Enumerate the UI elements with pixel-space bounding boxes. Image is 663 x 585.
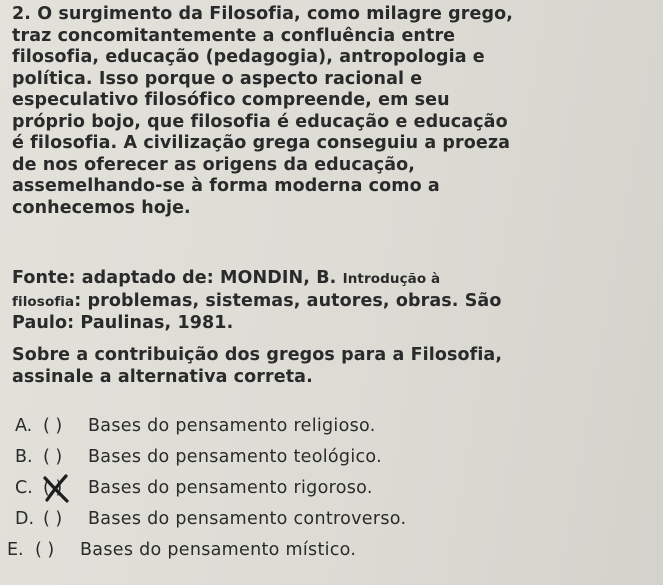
option-c[interactable] (15, 472, 406, 503)
source-citation (12, 268, 652, 335)
option-e[interactable] (7, 534, 406, 565)
question-text (12, 4, 652, 219)
answer-checkbox[interactable]: ( ) (43, 477, 63, 498)
question-line: é filosofia. A civilização grega conseguiu a proeza (12, 133, 511, 153)
option-text: Bases do pensamento controverso. (88, 508, 407, 529)
source-line-2 (12, 291, 652, 314)
source-book-title: Introdução à (342, 271, 441, 287)
answer-checkbox[interactable]: ( ) (43, 446, 63, 467)
option-letter: B. (15, 446, 33, 467)
option-text: Bases do pensamento religioso. (88, 415, 376, 436)
question-line: filosofia, educação (pedagogia), antropologia e (12, 47, 485, 67)
prompt-line: assinale a alternativa correta. (12, 366, 313, 387)
x-mark-icon (41, 473, 71, 503)
option-letter: D. (15, 508, 35, 529)
option-text: Bases do pensamento rigoroso. (88, 477, 373, 498)
question-prompt (12, 345, 652, 388)
answer-checkbox[interactable]: ( ) (43, 415, 63, 436)
option-b[interactable] (15, 441, 406, 472)
option-letter: E. (7, 539, 24, 560)
question-line: traz concomitantemente a confluência entre (12, 25, 456, 46)
option-text: Bases do pensamento místico. (80, 539, 357, 560)
question-line: conhecemos hoje. (12, 197, 191, 218)
question-line: 2. O surgimento da Filosofia, como milagre grego, (12, 4, 513, 24)
source-line-3: Paulo: Paulinas, 1981. (12, 313, 234, 333)
option-a[interactable] (15, 410, 406, 441)
option-letter: A. (15, 415, 33, 436)
prompt-line: Sobre a contribuição dos gregos para a Filosofia, (12, 345, 503, 365)
source-line-1 (12, 268, 652, 291)
answer-checkbox[interactable]: ( ) (35, 539, 55, 560)
source-book-title: filosofia (12, 293, 75, 310)
option-letter: C. (15, 477, 33, 498)
answer-options (7, 410, 407, 565)
option-text: Bases do pensamento teológico. (88, 446, 382, 467)
answer-checkbox[interactable]: ( ) (43, 508, 63, 529)
question-line: próprio bojo, que filosofia é educação e educação (12, 111, 508, 132)
source-text: : problemas, sistemas, autores, obras. São (74, 290, 502, 311)
question-line: de nos oferecer as origens da educação, (12, 154, 415, 175)
question-line: política. Isso porque o aspecto racional e (12, 68, 423, 89)
question-line: assemelhando-se à forma moderna como a (12, 176, 440, 196)
source-text: Fonte: adaptado de: MONDIN, B. (12, 268, 343, 288)
option-d[interactable] (15, 503, 406, 534)
question-line: especulativo filosófico compreende, em seu (12, 90, 450, 110)
